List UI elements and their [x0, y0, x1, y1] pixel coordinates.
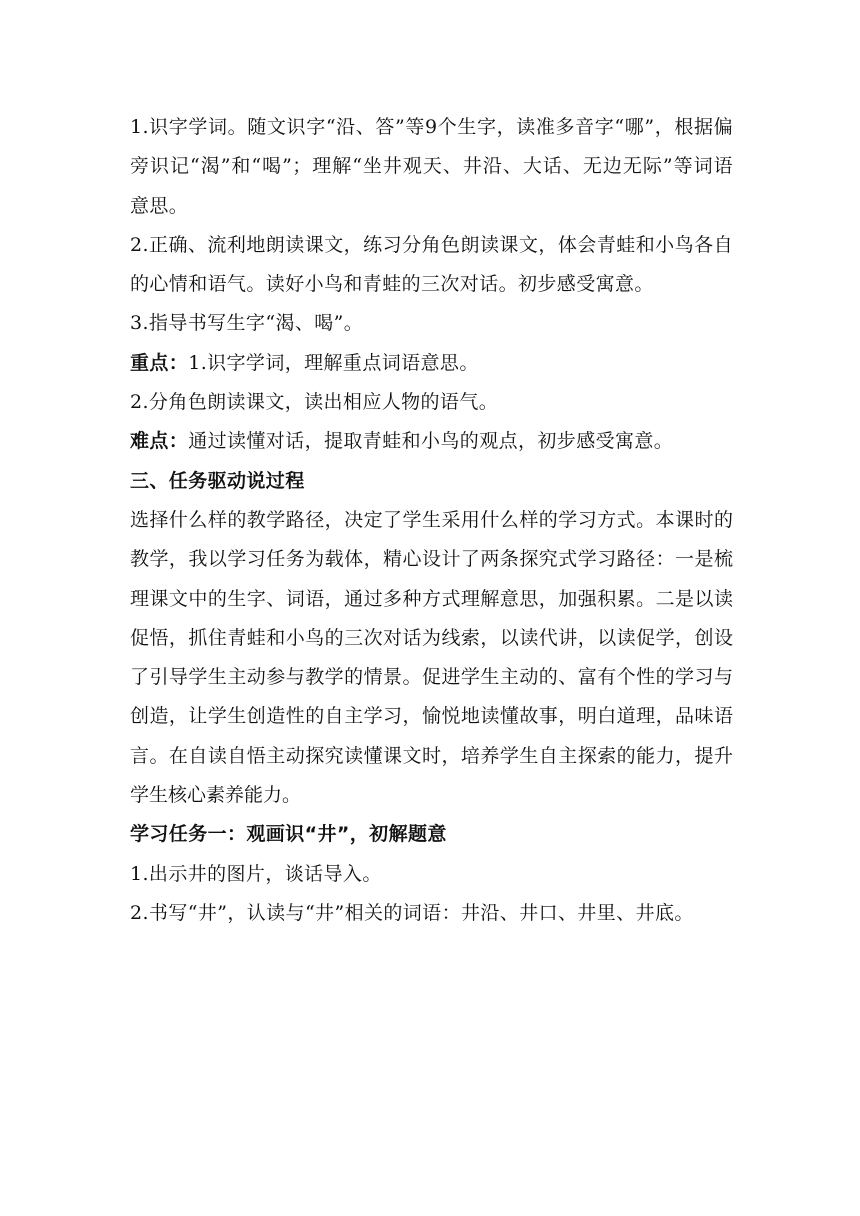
- section-3-paragraph: 选择什么样的教学路径，决定了学生采用什么样的学习方式。本课时的教学，我以学习任务为载体，精心设计了两条探究式学习路径：一是梳理课文中的生字、词语，通过多种方式理解意思，加强积累。二是以读促悟，抓住青蛙和小鸟的三次对话为线索，以读代讲，以读促学，创设了引导学生主动参与教学的情景。促进学生主动的、富有个性的学习与创造，让学生创造性的自主学习，愉悦地读懂故事，明白道理，品味语言。在自读自悟主动探究读懂课文时，培养学生自主探索的能力，提升学生核心素养能力。: [130, 508, 733, 807]
- task-1-item-1: 1.出示井的图片，谈话导入。: [130, 862, 382, 885]
- key-points-item-1: 1.识字学词，理解重点词语意思。: [188, 351, 479, 374]
- difficulty-text: 通过读懂对话，提取青蛙和小鸟的观点，初步感受寓意。: [188, 430, 674, 453]
- section-3-heading: 三、任务驱动说过程: [130, 469, 305, 492]
- objective-item-1: 1.识字学词。随文识字“沿、答”等9个生字，读准多音字“哪”，根据偏旁识记“渴”和“喝”；理解“坐井观天、井沿、大话、无边无际”等词语意思。: [130, 116, 733, 217]
- objective-item-2: 2.正确、流利地朗读课文，练习分角色朗读课文，体会青蛙和小鸟各自的心情和语气。读好小鸟和青蛙的三次对话。初步感受寓意。: [130, 233, 733, 296]
- key-points-item-2: 2.分角色朗读课文，读出相应人物的语气。: [130, 391, 499, 414]
- difficulty-line: [130, 422, 733, 461]
- difficulty-label: 难点：: [130, 430, 189, 453]
- task-1-heading: 学习任务一：观画识“井”，初解题意: [130, 823, 447, 846]
- key-points-label: 重点：: [130, 351, 189, 374]
- task-1-item-2: 2.书写“井”，认读与“井”相关的词语：井沿、井口、井里、井底。: [130, 901, 694, 924]
- key-points-line-1: [130, 344, 733, 383]
- objective-item-3: 3.指导书写生字“渴、喝”。: [130, 312, 364, 335]
- document-page: [130, 108, 733, 933]
